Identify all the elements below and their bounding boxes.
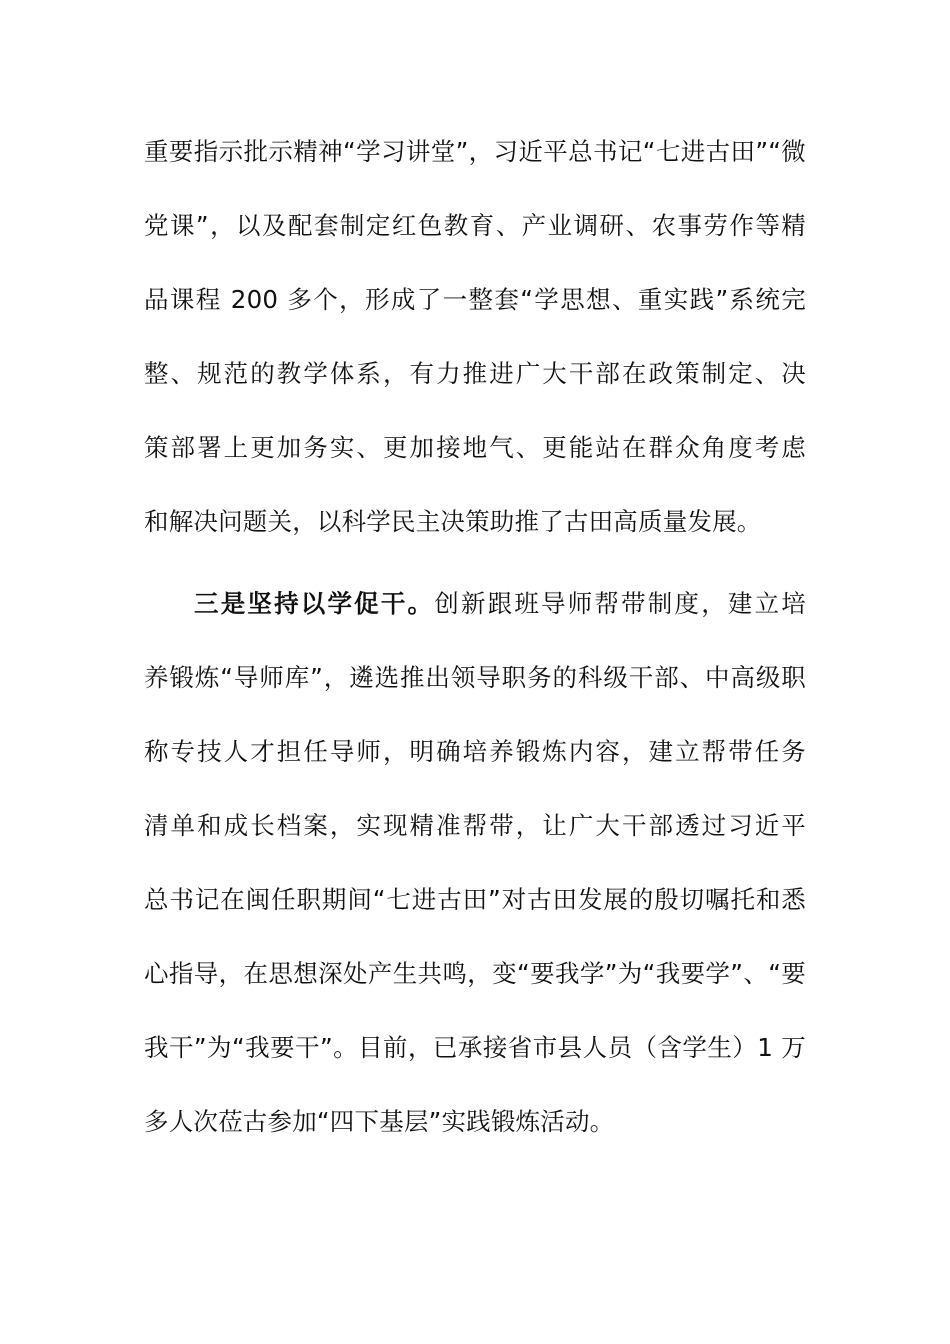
paragraph-2-line-1	[194, 584, 806, 624]
paragraph-2-line-6: 心指导，在思想深处产生共鸣，变“要我学”为“我要学”、“要	[144, 959, 806, 988]
paragraph-2-line-4: 清单和成长档案，实现精准帮带，让广大干部透过习近平	[144, 811, 806, 840]
paragraph-2-line-2: 养锻炼“导师库”，遴选推出领导职务的科级干部、中高级职	[144, 663, 806, 692]
paragraph-1-line-2: 党课”，以及配套制定红色教育、产业调研、农事劳作等精	[144, 211, 806, 240]
paragraph-2-line-5: 总书记在闽任职期间“七进古田”对古田发展的殷切嘱托和悉	[144, 885, 806, 914]
paragraph-2-line-3: 称专技人才担任导师，明确培养锻炼内容，建立帮带任务	[144, 737, 806, 766]
paragraph-1-line-4: 整、规范的教学体系，有力推进广大干部在政策制定、决	[144, 359, 806, 388]
paragraph-1-line-1: 重要指示批示精神“学习讲堂”，习近平总书记“七进古田”“微	[144, 137, 806, 166]
paragraph-2-heading: 三是坚持以学促干。	[194, 589, 435, 618]
paragraph-2-line-8: 多人次莅古参加“四下基层”实践锻炼活动。	[144, 1107, 615, 1136]
paragraph-1-line-3: 品课程 200 多个，形成了一整套“学思想、重实践”系统完	[144, 285, 806, 314]
paragraph-1-line-5: 策部署上更加务实、更加接地气、更能站在群众角度考虑	[144, 433, 806, 462]
paragraph-2-line-7: 我干”为“我要干”。目前，已承接省市县人员（含学生）1 万	[144, 1033, 806, 1062]
paragraph-2-first-line-rest: 创新跟班导师帮带制度，建立培	[434, 589, 806, 618]
paragraph-1-line-6: 和解决问题关，以科学民主决策助推了古田高质量发展。	[144, 507, 762, 536]
